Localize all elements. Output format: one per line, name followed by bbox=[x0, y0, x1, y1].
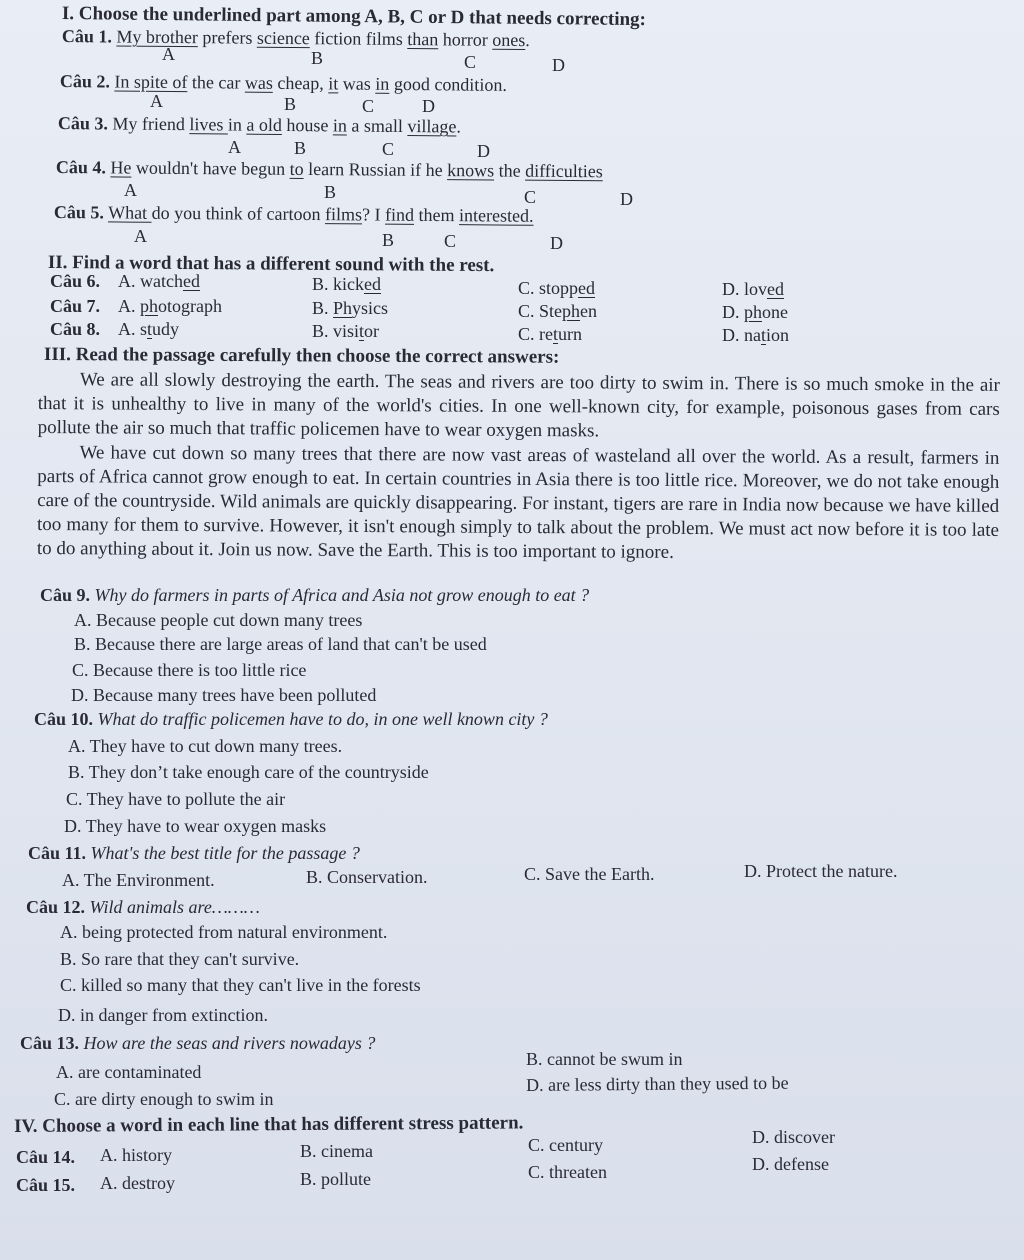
question-label: Câu 11. bbox=[28, 843, 87, 863]
q11-option-a: A. The Environment. bbox=[62, 870, 215, 890]
text: D. lov bbox=[722, 279, 767, 299]
question-label: Câu 9. bbox=[40, 585, 91, 605]
underlined: t bbox=[553, 324, 559, 344]
question-2 bbox=[60, 72, 507, 96]
text: urn bbox=[558, 324, 583, 344]
text: C. re bbox=[518, 324, 553, 344]
question-1 bbox=[62, 27, 530, 51]
letter-d: D bbox=[550, 233, 563, 253]
q12-option-d: D. in danger from extinction. bbox=[58, 1005, 268, 1025]
option-a: In spite of bbox=[114, 71, 188, 93]
text: A. s bbox=[118, 319, 148, 339]
q13-option-d: D. are less dirty than they used to be bbox=[525, 1072, 789, 1095]
q7-option-c bbox=[518, 302, 597, 322]
q6-option-b bbox=[312, 275, 381, 295]
underlined: ed bbox=[182, 271, 200, 291]
option-c: knows bbox=[447, 160, 495, 181]
q6-option-d bbox=[722, 280, 784, 300]
question-text: How are the seas and rivers nowadays ? bbox=[83, 1033, 376, 1053]
question-5 bbox=[54, 203, 534, 227]
text: udy bbox=[152, 319, 180, 339]
q15-option-c: C. threaten bbox=[528, 1162, 607, 1182]
letter-a: A bbox=[134, 226, 147, 246]
underlined: ph bbox=[744, 302, 762, 322]
text: cheap, bbox=[272, 72, 329, 94]
q10-option-d: D. They have to wear oxygen masks bbox=[64, 816, 327, 836]
section-2-heading: II. Find a word that has a different sound with the rest. bbox=[47, 252, 495, 277]
q13-option-c: C. are dirty enough to swim in bbox=[54, 1089, 274, 1109]
underlined: Ph bbox=[333, 298, 353, 318]
text: B. bbox=[312, 298, 334, 318]
text: otograph bbox=[158, 296, 222, 316]
q6-option-a bbox=[118, 272, 200, 292]
question-6-label: Câu 6. bbox=[50, 271, 101, 291]
q15-option-a: A. destroy bbox=[100, 1173, 175, 1193]
text: . bbox=[456, 116, 462, 137]
section-3-heading: III. Read the passage carefully then choose the correct answers: bbox=[43, 344, 560, 368]
option-d: difficulties bbox=[525, 160, 603, 182]
question-9 bbox=[40, 586, 589, 606]
letter-c: C bbox=[464, 52, 477, 72]
q10-option-a: A. They have to cut down many trees. bbox=[68, 736, 343, 756]
letter-a: A bbox=[162, 44, 175, 64]
letter-c: C bbox=[362, 96, 375, 116]
text: or bbox=[364, 321, 380, 341]
option-b: was bbox=[244, 72, 273, 93]
q11-option-b: B. Conservation. bbox=[306, 867, 428, 887]
letter-b: B bbox=[382, 230, 395, 250]
letter-d: D bbox=[620, 189, 633, 209]
section-1-heading: I. Choose the underlined part among A, B, C or D that needs correcting: bbox=[61, 3, 647, 31]
question-label: Câu 10. bbox=[34, 709, 94, 729]
text: a small bbox=[346, 115, 408, 137]
text: en bbox=[580, 301, 598, 321]
text: was bbox=[338, 73, 376, 94]
q9-option-a: A. Because people cut down many trees bbox=[74, 610, 363, 630]
underlined: t bbox=[147, 319, 153, 339]
letter-c: C bbox=[382, 139, 395, 159]
q8-option-c bbox=[518, 325, 582, 345]
letter-d: D bbox=[477, 141, 490, 161]
option-d: village bbox=[407, 116, 457, 137]
question-11 bbox=[28, 844, 360, 864]
text: horror bbox=[438, 29, 493, 50]
text: ? I bbox=[362, 204, 386, 225]
text: the car bbox=[187, 72, 245, 93]
text: C. stopp bbox=[518, 278, 579, 298]
text: do you think of cartoon bbox=[151, 202, 326, 225]
q9-option-c: C. Because there is too little rice bbox=[72, 660, 307, 680]
q13-option-b: B. cannot be swum in bbox=[526, 1049, 683, 1069]
option-b: films bbox=[325, 204, 363, 225]
question-14-label: Câu 14. bbox=[16, 1147, 76, 1167]
q12-option-b: B. So rare that they can't survive. bbox=[60, 949, 300, 969]
letter-b: B bbox=[294, 138, 307, 158]
letter-d: D bbox=[422, 96, 435, 116]
question-label: Câu 5. bbox=[53, 202, 105, 223]
q8-option-a bbox=[118, 320, 179, 340]
q10-option-b: B. They don’t take enough care of the countryside bbox=[68, 762, 429, 782]
option-a: lives bbox=[189, 114, 229, 135]
text: . bbox=[525, 30, 530, 51]
underlined: t bbox=[359, 321, 365, 341]
letter-c: C bbox=[524, 187, 537, 207]
text: My friend bbox=[112, 113, 190, 135]
text: fiction films bbox=[309, 28, 408, 50]
question-7-label: Câu 7. bbox=[50, 296, 101, 316]
text: the bbox=[494, 160, 526, 181]
option-b: science bbox=[256, 27, 310, 49]
text: in bbox=[227, 114, 247, 135]
underlined: ed bbox=[767, 279, 784, 299]
letter-d: D bbox=[552, 55, 565, 75]
question-3 bbox=[58, 114, 461, 137]
option-c: in bbox=[332, 115, 348, 136]
q9-option-b: B. Because there are large areas of land that can't be used bbox=[74, 634, 487, 654]
text: them bbox=[414, 204, 460, 226]
question-label: Câu 4. bbox=[55, 157, 107, 178]
letter-b: B bbox=[284, 94, 297, 114]
q11-option-d: D. Protect the nature. bbox=[744, 861, 898, 881]
question-text: What's the best title for the passage ? bbox=[90, 843, 360, 863]
question-label: Câu 13. bbox=[20, 1033, 80, 1053]
text: wouldn't have begun bbox=[131, 157, 290, 179]
question-8-label: Câu 8. bbox=[50, 319, 101, 339]
text: good condition. bbox=[389, 73, 507, 95]
q9-option-d: D. Because many trees have been polluted bbox=[71, 685, 377, 705]
letter-a: A bbox=[124, 180, 137, 200]
text: prefers bbox=[197, 27, 257, 48]
text: learn Russian if he bbox=[303, 158, 448, 181]
q7-option-b bbox=[312, 299, 388, 319]
text: ion bbox=[766, 325, 790, 345]
q8-option-b bbox=[312, 322, 379, 342]
text: D. na bbox=[722, 325, 761, 345]
letter-a: A bbox=[228, 137, 241, 157]
text: C. Ste bbox=[518, 301, 563, 321]
underlined: ed bbox=[364, 274, 381, 294]
option-d: interested. bbox=[459, 205, 534, 226]
question-text: Wild animals are……… bbox=[89, 897, 260, 917]
question-4 bbox=[56, 158, 603, 182]
question-15-label: Câu 15. bbox=[16, 1175, 76, 1195]
question-text: What do traffic policemen have to do, in one well known city ? bbox=[97, 709, 548, 729]
q11-option-c: C. Save the Earth. bbox=[524, 864, 655, 884]
question-12 bbox=[26, 898, 260, 918]
q15-option-d: D. defense bbox=[752, 1154, 829, 1174]
section-4-heading: IV. Choose a word in each line that has different stress pattern. bbox=[13, 1112, 524, 1137]
option-a: What bbox=[108, 202, 152, 223]
q12-option-a: A. being protected from natural environment. bbox=[60, 922, 388, 942]
underlined: ph bbox=[562, 301, 581, 321]
text: A. watch bbox=[118, 271, 183, 291]
q6-option-c bbox=[518, 279, 595, 299]
text: D. bbox=[722, 302, 744, 322]
q13-option-a: A. are contaminated bbox=[56, 1062, 202, 1082]
option-c: it bbox=[328, 73, 339, 94]
question-text: Why do farmers in parts of Africa and Asia not grow enough to eat ? bbox=[94, 585, 590, 605]
q7-option-d bbox=[722, 303, 788, 323]
question-13 bbox=[20, 1034, 375, 1054]
underlined: ed bbox=[578, 278, 596, 298]
text: house bbox=[281, 114, 334, 136]
q7-option-a bbox=[118, 297, 222, 317]
q14-option-b: B. cinema bbox=[300, 1141, 373, 1161]
underlined: t bbox=[761, 325, 767, 345]
q15-option-b: B. pollute bbox=[300, 1169, 371, 1189]
question-label: Câu 2. bbox=[59, 71, 111, 92]
passage-paragraph-1: We are all slowly destroying the earth. The seas and rivers are too dirty to swim in. There is so much smoke in the air that it is unhealthy to live in many of the world's cities. In one well-known city, for example, poisonous gases from cars pollute the air so much that traffic policemen have to wear oxygen masks. bbox=[37, 369, 1000, 442]
letter-b: B bbox=[324, 182, 337, 202]
text: A. bbox=[118, 296, 140, 316]
option-d: in bbox=[375, 73, 390, 94]
q12-option-c: C. killed so many that they can't live in the forests bbox=[60, 975, 421, 995]
letter-a: A bbox=[150, 91, 163, 111]
option-c: than bbox=[407, 29, 439, 50]
question-label: Câu 12. bbox=[26, 897, 86, 917]
text: ysics bbox=[352, 298, 389, 318]
option-a: My brother bbox=[116, 26, 199, 48]
q14-option-c: C. century bbox=[528, 1135, 603, 1155]
question-label: Câu 3. bbox=[57, 113, 109, 134]
text: B. kick bbox=[312, 274, 364, 294]
option-b: to bbox=[289, 158, 304, 179]
q14-option-d: D. discover bbox=[752, 1127, 835, 1147]
reading-passage bbox=[37, 368, 1000, 567]
question-10 bbox=[34, 710, 548, 730]
question-label: Câu 1. bbox=[61, 26, 113, 47]
text: one bbox=[762, 302, 788, 322]
option-b: a old bbox=[246, 114, 283, 135]
passage-paragraph-2: We have cut down so many trees that there are now vast areas of wasteland all over the world. As a result, farmers in parts of Africa cannot grow enough to eat. In certain countries in Asia there is too little rice. Moreover, we do not take enough care of the countryside. Wild animals are quickly disappearing. For instant, tigers are rare in India now because we have killed too many for them to survive. However, it isn't enough simply to talk about the problem. We must act now before it is too late to do anything about it. Join us now. Save the Earth. This is too important to ignore. bbox=[36, 441, 1000, 564]
q10-option-c: C. They have to pollute the air bbox=[66, 789, 286, 809]
letter-c: C bbox=[444, 231, 457, 251]
option-c: find bbox=[385, 204, 415, 225]
text: B. visi bbox=[312, 321, 360, 341]
underlined: ph bbox=[140, 296, 158, 316]
q8-option-d bbox=[722, 326, 789, 346]
option-d: ones bbox=[492, 29, 526, 51]
option-a: He bbox=[110, 157, 132, 178]
q14-option-a: A. history bbox=[100, 1145, 172, 1165]
letter-b: B bbox=[311, 48, 324, 68]
